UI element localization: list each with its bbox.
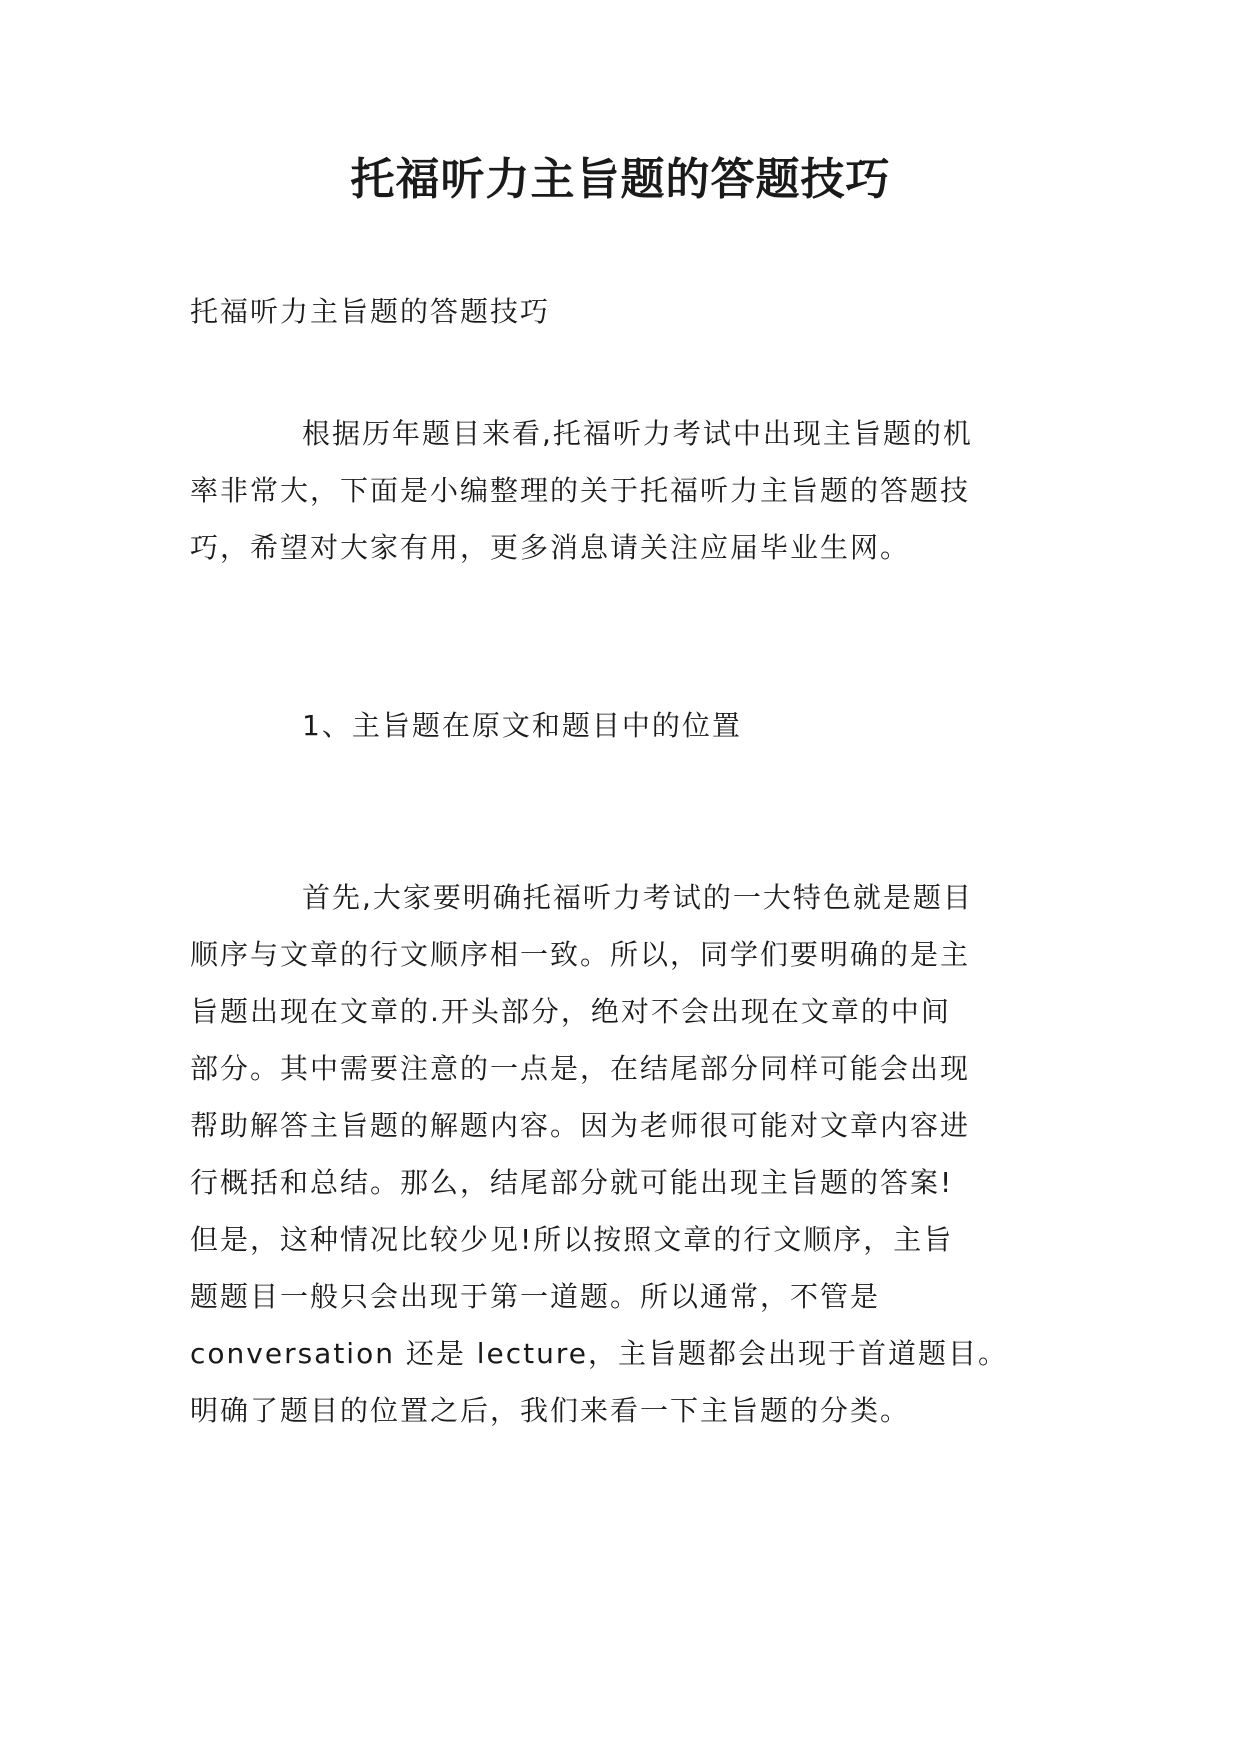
body-line: 部分。其中需要注意的一点是，在结尾部分同样可能会出现 bbox=[190, 1052, 971, 1085]
body-line: 旨题出现在文章的.开头部分，绝对不会出现在文章的中间 bbox=[190, 995, 951, 1028]
intro-line: 根据历年题目来看,托福听力考试中出现主旨题的机 bbox=[302, 417, 973, 450]
section-heading bbox=[190, 697, 1050, 754]
body-line: 行概括和总结。那么，结尾部分就可能出现主旨题的答案! bbox=[190, 1166, 954, 1199]
body-line: conversation 还是 lecture，主旨题都会出现于首道题目。 bbox=[190, 1337, 1009, 1370]
section-heading-text: 1、主旨题在原文和题目中的位置 bbox=[302, 709, 742, 742]
body-paragraph bbox=[190, 869, 1050, 1439]
intro-paragraph bbox=[190, 405, 1050, 576]
body-line: 题题目一般只会出现于第一道题。所以通常，不管是 bbox=[190, 1280, 881, 1313]
body-line: 顺序与文章的行文顺序相一致。所以，同学们要明确的是主 bbox=[190, 938, 971, 971]
intro-line: 巧，希望对大家有用，更多消息请关注应届毕业生网。 bbox=[190, 531, 911, 564]
body-line: 但是，这种情况比较少见!所以按照文章的行文顺序，主旨 bbox=[190, 1223, 954, 1256]
intro-line: 率非常大，下面是小编整理的关于托福听力主旨题的答题技 bbox=[190, 474, 971, 507]
body-line: 首先,大家要明确托福听力考试的一大特色就是题目 bbox=[302, 881, 973, 914]
body-line: 明确了题目的位置之后，我们来看一下主旨题的分类。 bbox=[190, 1394, 911, 1427]
document-title: 托福听力主旨题的答题技巧 bbox=[350, 154, 891, 205]
body-line: 帮助解答主旨题的解题内容。因为老师很可能对文章内容进 bbox=[190, 1109, 971, 1142]
document-subtitle: 托福听力主旨题的答题技巧 bbox=[190, 295, 551, 328]
